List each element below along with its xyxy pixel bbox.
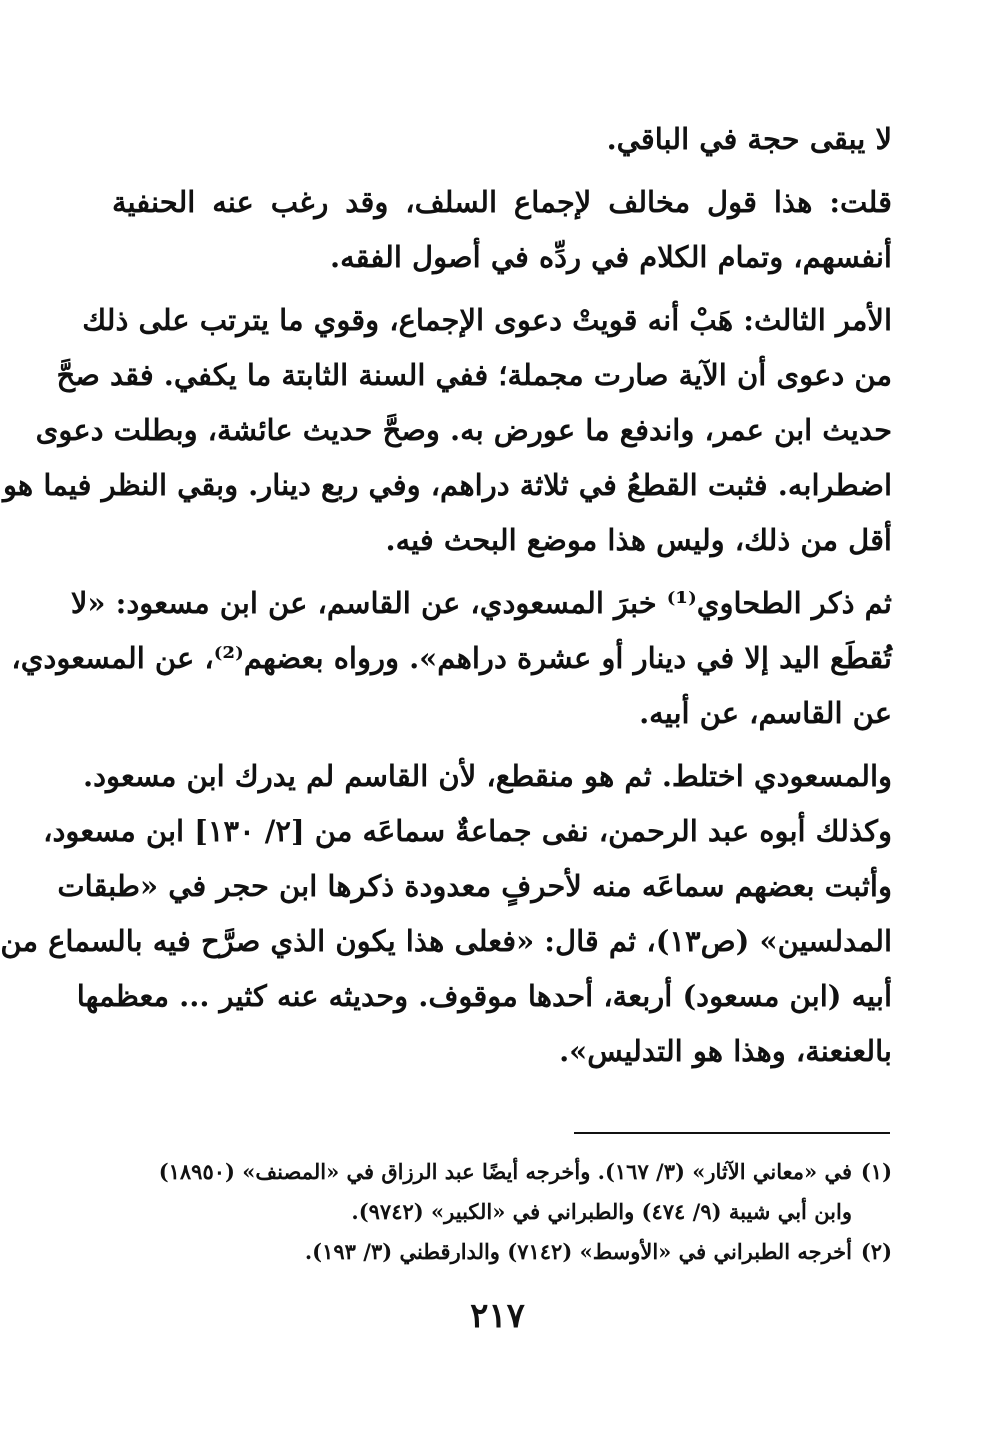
- footnote-separator: [574, 1132, 890, 1134]
- text-line: تُقطَع اليد إلا في دينار أو عشرة دراهم». ورواه بعضهم⁽²⁾، عن المسعودي،: [11, 641, 892, 675]
- text-line: ثم ذكر الطحاوي⁽¹⁾ خبرَ المسعودي، عن القاسم، عن ابن مسعود: «لا: [70, 586, 892, 620]
- footnote-1-continuation: وابن أبي شيبة (٩/ ٤٧٤) والطبراني في «الكبير» (٩٧٤٢).: [351, 1199, 852, 1224]
- text-line: أبيه (ابن مسعود) أربعة، أحدها موقوف. وحديثه عنه كثير ... معظمها: [76, 979, 892, 1013]
- text-line: حديث ابن عمر، واندفع ما عورض به. وصحَّ حديث عائشة، وبطلت دعوى: [35, 413, 892, 447]
- text-line: أنفسهم، وتمام الكلام في ردِّه في أصول الفقه.: [330, 240, 892, 274]
- footnote-text: في «معاني الآثار» (٣/ ١٦٧). وأخرجه أيضًا عبد الرزاق في «المصنف» (١٨٩٥٠): [158, 1159, 852, 1184]
- text-line: من دعوى أن الآية صارت مجملة؛ ففي السنة الثابتة ما يكفي. فقد صحَّ: [56, 358, 892, 392]
- footnotes: [112, 1152, 892, 1272]
- footnote-1: [112, 1152, 892, 1192]
- text-line: الأمر الثالث: هَبْ أنه قويتْ دعوى الإجماع، وقوي ما يترتب على ذلك: [82, 303, 892, 337]
- footnote-number: (١): [860, 1159, 892, 1184]
- footnote-text: أخرجه الطبراني في «الأوسط» (٧١٤٢) والدارقطني (٣/ ١٩٣).: [304, 1239, 852, 1264]
- text-line: قلت: هذا قول مخالف لإجماع السلف، وقد رغب عنه الحنفية: [112, 185, 892, 219]
- text-line: وكذلك أبوه عبد الرحمن، نفى جماعةٌ سماعَه من [٢/ ١٣٠] ابن مسعود،: [43, 814, 892, 848]
- footnote-number: (٢): [860, 1239, 892, 1264]
- text-line: اضطرابه. فثبت القطعُ في ثلاثة دراهم، وفي ربع دينار. وبقي النظر فيما هو: [2, 468, 892, 502]
- main-text: [0, 112, 892, 1079]
- text-line: والمسعودي اختلط. ثم هو منقطع، لأن القاسم لم يدرك ابن مسعود.: [83, 759, 892, 793]
- page-number: ٢١٧: [470, 1296, 525, 1336]
- text-line: لا يبقى حجة في الباقي.: [606, 122, 892, 156]
- text-line: عن القاسم، عن أبيه.: [639, 696, 892, 730]
- footnote-2: [112, 1232, 892, 1272]
- text-line: المدلسين» (ص١٣)، ثم قال: «فعلى هذا يكون الذي صرَّح فيه بالسماع من: [0, 924, 892, 958]
- text-line: أقل من ذلك، وليس هذا موضع البحث فيه.: [385, 523, 892, 557]
- text-line: وأثبت بعضهم سماعَه منه لأحرفٍ معدودة ذكرها ابن حجر في «طبقات: [57, 869, 892, 903]
- text-line: بالعنعنة، وهذا هو التدليس».: [559, 1034, 892, 1068]
